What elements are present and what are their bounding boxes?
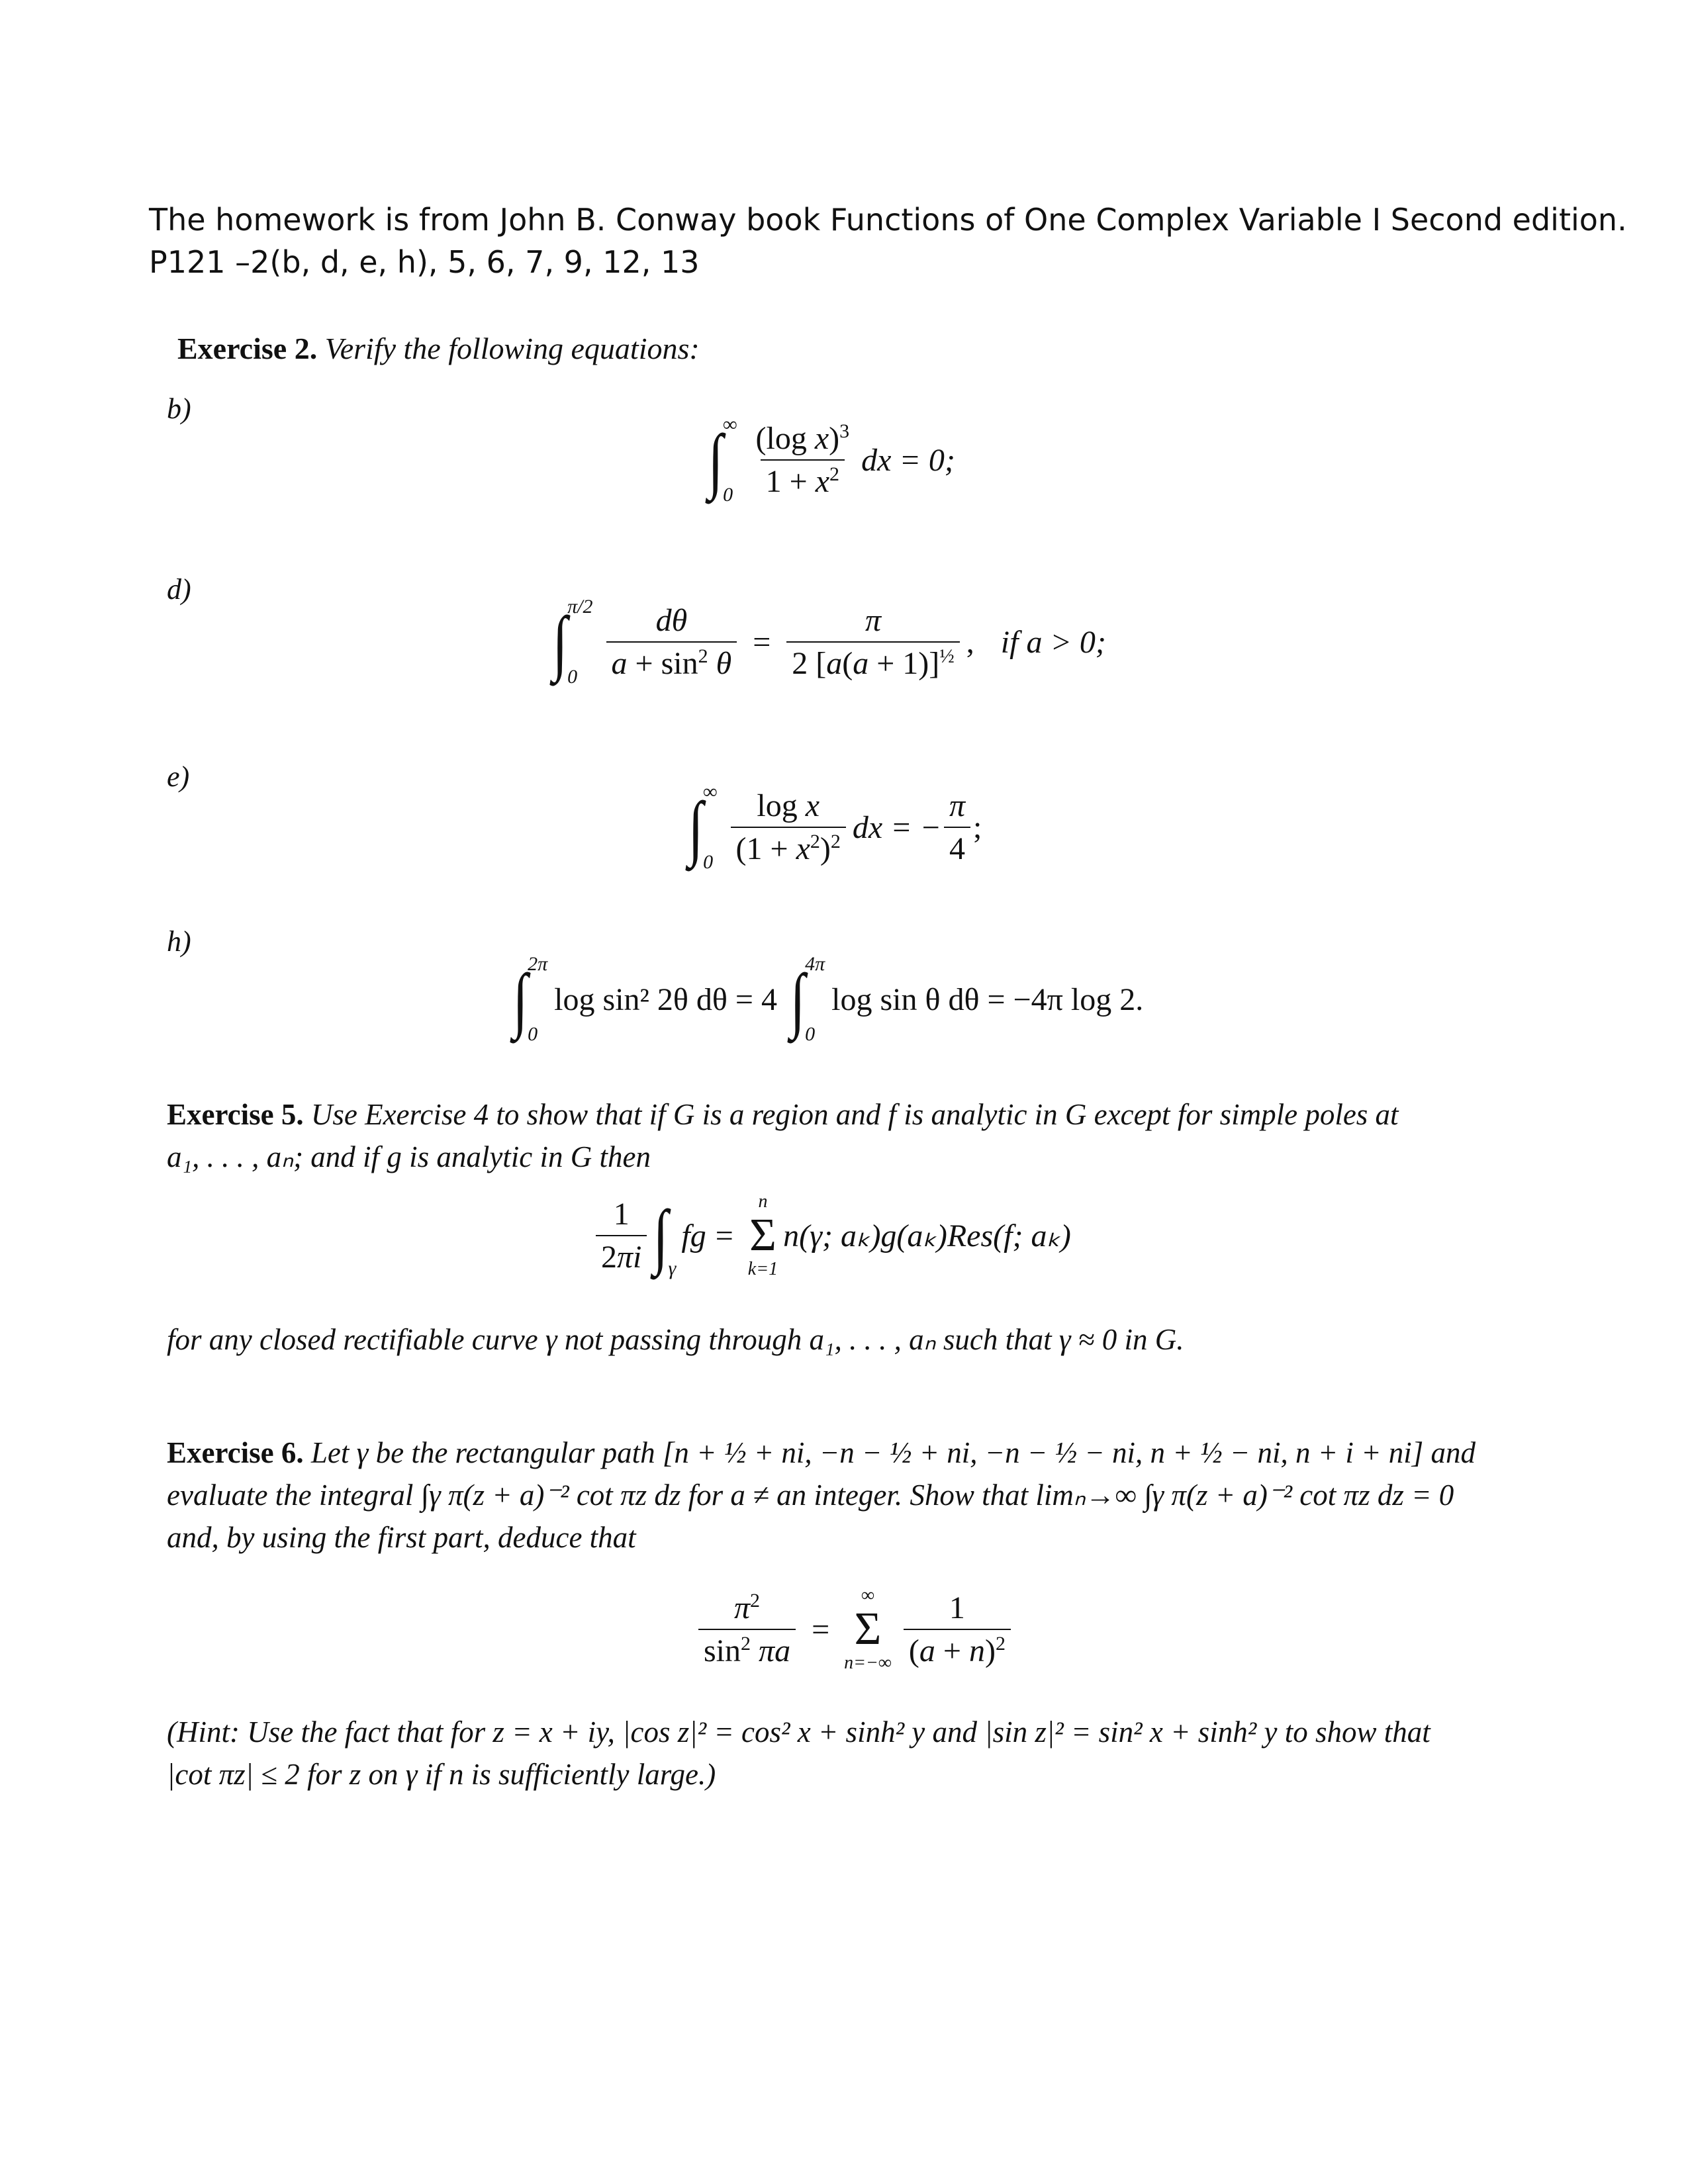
part-d-label: d) [167, 573, 191, 606]
integral-sign: ∫ [688, 787, 704, 868]
exercise-6-line-3: and, by using the first part, deduce that [167, 1521, 636, 1554]
integral-sign: ∫ [552, 602, 568, 682]
exercise-2-title: Exercise 2. [177, 332, 318, 365]
fraction: $\frac{(\log x)^3}{1 + x^2}$ [755, 420, 850, 499]
exercise-6-line-1: Let γ be the rectangular path [n + ½ + ni, −n − ½ + ni, −n − ½ − ni, n + ½ − ni, n + i + ni] and [310, 1436, 1476, 1469]
exercise-6-line-2: evaluate the integral ∫γ π(z + a)⁻² cot πz dz for a ≠ an integer. Show that limₙ→∞ ∫γ π(z + a)⁻² cot πz dz = 0 [167, 1479, 1454, 1512]
integral-sign: ∫ [790, 959, 806, 1040]
intro-line-2: P121 –2(b, d, e, h), 5, 6, 7, 9, 12, 13 [149, 244, 700, 280]
equation-h [513, 953, 1143, 1046]
part-h-label: h) [167, 925, 191, 958]
equation-d: ∫ π/2 0 $\frac{d\theta}{a + \sin^2 \theta}$ = $\frac{\pi}{2 [a(a + 1)]^{\frac{1}{2}}}$ , if a > 0; [552, 596, 1106, 688]
equation-e: ∫ ∞ 0 $\frac{\text{log x}}{(1 + x^2)^2}$ dx = − $\frac{\pi}{4}$ ; [688, 781, 982, 873]
integral-limits: ∞ 0 [703, 781, 718, 873]
intro-line-1: The homework is from John B. Conway book Functions of One Complex Variable I Second edition. [149, 202, 1627, 238]
equation-e-rhs: dx = − [852, 809, 941, 845]
exercise-6-hint-line-1: (Hint: Use the fact that for z = x + iy, |cos z|² = cos² x + sinh² y and |sin z|² = sin² x + sinh² y to show that [167, 1715, 1430, 1749]
integral-sign: ∫ [708, 420, 724, 500]
part-b-label: b) [167, 392, 191, 425]
exercise-2-instruction: Verify the following equations: [324, 332, 700, 365]
integral-sign: ∫ [512, 959, 528, 1040]
equation-5: $\frac{1}{2\pi i}$ ∫ γ fg = n Σ k=1 n(γ; aₖ)g(aₖ)Res(f; aₖ) [589, 1191, 1071, 1280]
fraction: $\frac{\pi^2}{\sin^2 \pi a}$ [698, 1590, 796, 1669]
integral-limits: ∞ 0 [723, 414, 737, 506]
exercise-5-after: for any closed rectifiable curve γ not passing through a₁, . . . , aₙ such that γ ≈ 0 in G. [167, 1323, 1184, 1356]
equation-b-rhs: dx = 0; [861, 442, 955, 478]
equation-6: $\frac{\pi^2}{\sin^2 \pi a}$ = ∞ Σ n=−∞ $\frac{1}{(a + n)^2}$ [692, 1585, 1017, 1674]
summation: ∞ Σ n=−∞ [844, 1585, 892, 1673]
exercise-5-line-2: a₁, . . . , aₙ; and if g is analytic in G then [167, 1140, 651, 1173]
fraction: $\frac{d\theta}{a + \sin^2 \theta}$ [606, 602, 737, 682]
exercise-2-heading [177, 331, 700, 366]
equation-h-middle: log sin² 2θ dθ = 4 [554, 981, 777, 1017]
exercise-6-text [167, 1432, 1544, 1559]
exercise-6-title: Exercise 6. [167, 1436, 304, 1469]
fraction: $\frac{\pi}{2 [a(a + 1)]^{\frac{1}{2}}}$ [786, 602, 960, 682]
summation: n Σ k=1 [747, 1191, 778, 1279]
fraction: $\frac{1}{(a + n)^2}$ [904, 1590, 1011, 1669]
exercise-5-title: Exercise 5. [167, 1098, 304, 1131]
exercise-5-text [167, 1093, 1544, 1178]
integral-sign: ∫ [653, 1195, 669, 1276]
fraction: $\frac{\text{log x}}{(1 + x^2)^2}$ [731, 788, 846, 867]
exercise-6-hint-line-2: |cot πz| ≤ 2 for z on γ if n is sufficiently large.) [167, 1758, 716, 1791]
fraction: $\frac{\pi}{4}$ [944, 788, 970, 867]
fraction: $\frac{1}{2\pi i}$ [596, 1196, 647, 1275]
equation-b [708, 414, 955, 506]
integral-limits: π/2 0 [567, 596, 593, 688]
equation-h-rhs: log sin θ dθ = −4π log 2. [831, 981, 1144, 1017]
equation-5-term: n(γ; aₖ)g(aₖ)Res(f; aₖ) [783, 1218, 1071, 1253]
integral-limits: 4π 0 [805, 953, 825, 1045]
part-e-label: e) [167, 760, 190, 793]
exercise-5-line-1: Use Exercise 4 to show that if G is a region and f is analytic in G except for simple poles at [310, 1098, 1399, 1131]
equation-d-condition: if a > 0; [1000, 624, 1106, 660]
exercise-6-hint [167, 1711, 1544, 1796]
integral-limits: 2π 0 [528, 953, 548, 1045]
